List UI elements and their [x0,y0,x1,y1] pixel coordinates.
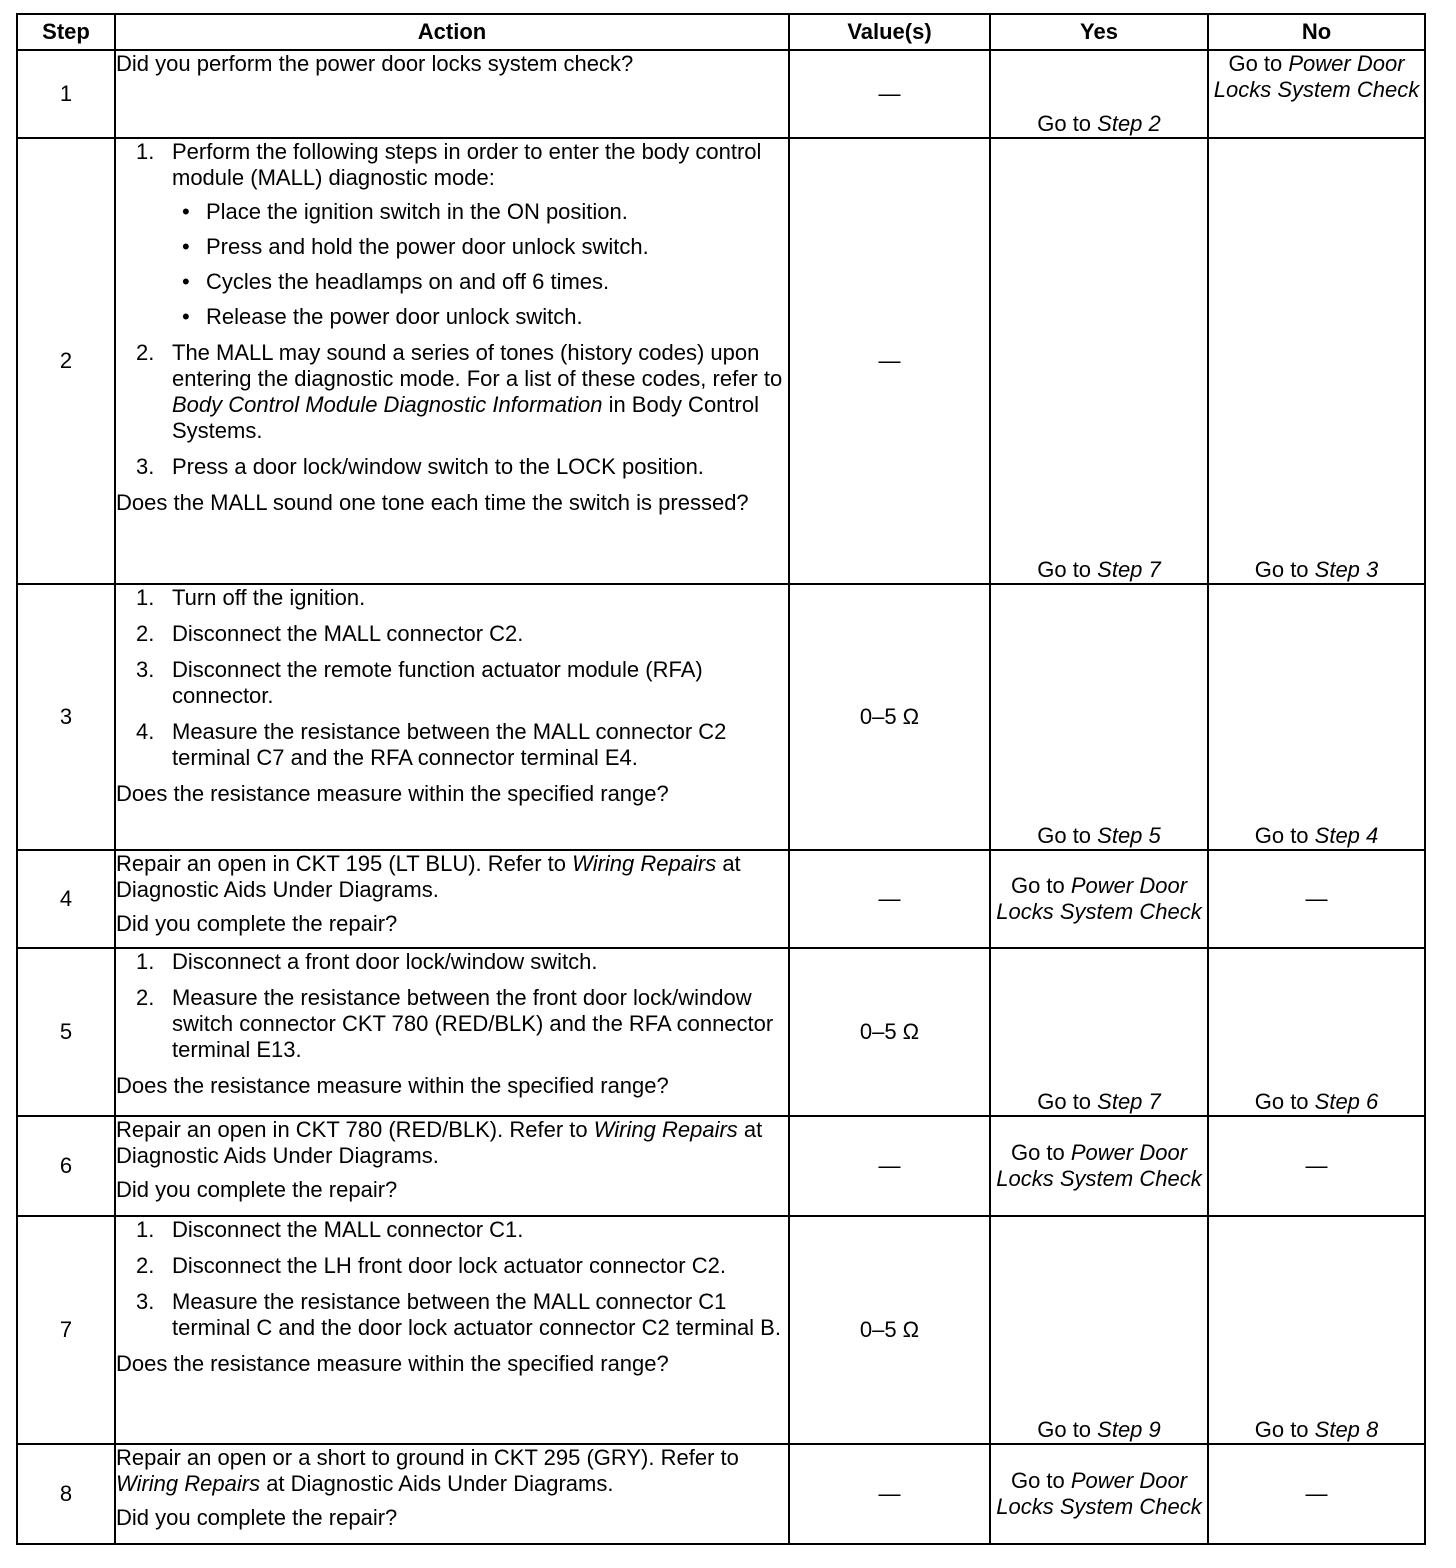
yes-prefix: Go to [1037,111,1098,136]
yes-cell [990,138,1208,584]
action-text [116,1117,788,1169]
yes-cell [990,50,1208,138]
action-text-part: at Diagnostic Aids Under Diagrams. [116,851,741,902]
step-number: 1 [17,50,115,138]
yes-link[interactable]: Step 7 [1097,557,1161,582]
table-row-step-1 [17,50,1425,138]
bullet-text: Cycles the headlamps on and off 6 times. [206,269,610,294]
list-item [116,1217,788,1243]
action-text-part: Repair an open or a short to ground in CKT 295 (GRY). Refer to [116,1445,739,1470]
bullet-item [172,234,788,260]
value-cell: 0–5 Ω [789,1216,990,1444]
list-item-number: 2. [136,985,155,1010]
list-item-number: 3. [136,454,155,479]
list-item [116,1253,788,1279]
diagnostic-table-wrapper [16,13,1426,1545]
yes-link[interactable]: Step 9 [1097,1417,1161,1442]
table-row-step-7 [17,1216,1425,1444]
no-prefix: Go to [1228,51,1289,76]
list-item-number: 4. [136,719,155,744]
reference-link[interactable]: Wiring Repairs [116,1471,261,1496]
reference-link[interactable]: Body Control Module Diagnostic Information [172,392,603,417]
bullet-icon: • [182,269,190,294]
step-number: 4 [17,850,115,948]
bullet-item [172,269,788,295]
action-text-part: Repair an open in CKT 780 (RED/BLK). Refer to [116,1117,594,1142]
no-link[interactable]: Step 3 [1314,557,1379,582]
reference-link[interactable]: Wiring Repairs [593,1117,738,1142]
no-link[interactable]: Step 6 [1314,1089,1379,1114]
list-item [116,1289,788,1341]
yes-cell [990,850,1208,948]
table-row-step-2 [17,138,1425,584]
bullet-list [172,199,788,330]
list-item [116,139,788,330]
list-item-text: Disconnect the LH front door lock actuator connector C2. [172,1253,726,1278]
no-prefix: Go to [1254,823,1315,848]
no-cell [1208,1216,1425,1444]
bullet-text: Place the ignition switch in the ON position. [206,199,628,224]
list-item [116,340,788,444]
bullet-icon: • [182,199,190,224]
yes-link[interactable]: Power Door Locks System Check [996,1468,1202,1519]
list-item-text: in Body Control Systems. [172,392,759,443]
list-item-text: Turn off the ignition. [172,585,366,610]
list-item [116,719,788,771]
yes-prefix: Go to [1010,1468,1071,1493]
value-cell: — [789,50,990,138]
action-question: Does the resistance measure within the specified range? [116,1073,669,1098]
bullet-icon: • [182,304,190,329]
step-number: 2 [17,138,115,584]
action-text [116,851,788,903]
no-cell: — [1208,1116,1425,1216]
yes-prefix: Go to [1037,557,1098,582]
list-item-text: Measure the resistance between the front door lock/window switch connector CKT 780 (RED/BLK) and the RFA connector terminal E13. [172,985,774,1062]
action-question: Does the MALL sound one tone each time the switch is pressed? [116,490,749,515]
action-question: Does the resistance measure within the specified range? [116,781,669,806]
list-item-number: 2. [136,1253,155,1278]
action-list [116,1217,788,1341]
yes-link[interactable]: Power Door Locks System Check [996,1140,1202,1191]
action-cell [115,850,789,948]
step-number: 5 [17,948,115,1116]
list-item-text: Disconnect a front door lock/window switch. [172,949,598,974]
action-text-part: at Diagnostic Aids Under Diagrams. [116,1117,763,1168]
yes-cell [990,1444,1208,1544]
step-number: 7 [17,1216,115,1444]
list-item-number: 1. [136,139,155,164]
yes-prefix: Go to [1037,1417,1098,1442]
yes-prefix: Go to [1037,823,1098,848]
list-item [116,985,788,1063]
list-item-text: Perform the following steps in order to enter the body control module (MALL) diagnostic mode: [172,139,762,190]
list-item-text: Disconnect the MALL connector C2. [172,621,524,646]
list-item-text: Measure the resistance between the MALL connector C2 terminal C7 and the RFA connector terminal E4. [172,719,727,770]
action-text-part: at Diagnostic Aids Under Diagrams. [260,1471,614,1496]
header-action: Action [115,14,789,50]
bullet-icon: • [182,234,190,259]
action-question: Did you perform the power door locks system check? [116,51,634,76]
value-cell: 0–5 Ω [789,948,990,1116]
list-item [116,949,788,975]
table-row-step-4 [17,850,1425,948]
list-item-number: 1. [136,949,155,974]
action-cell [115,584,789,850]
list-item-number: 3. [136,1289,155,1314]
step-number: 6 [17,1116,115,1216]
action-cell [115,50,789,138]
yes-link[interactable]: Step 5 [1097,823,1161,848]
list-item [116,585,788,611]
list-item [116,657,788,709]
list-item-number: 1. [136,1217,155,1242]
no-cell [1208,584,1425,850]
yes-prefix: Go to [1037,1089,1098,1114]
action-question: Did you complete the repair? [116,1177,398,1202]
action-cell [115,1116,789,1216]
yes-link[interactable]: Step 7 [1097,1089,1161,1114]
step-number: 8 [17,1444,115,1544]
yes-cell [990,948,1208,1116]
yes-cell [990,1116,1208,1216]
no-cell [1208,50,1425,138]
no-prefix: Go to [1254,1089,1315,1114]
table-row-step-6 [17,1116,1425,1216]
action-list [116,585,788,771]
yes-link[interactable]: Step 2 [1097,111,1161,136]
list-item-text: Press a door lock/window switch to the LOCK position. [172,454,704,479]
list-item [116,454,788,480]
bullet-item [172,304,788,330]
no-link[interactable]: Power Door Locks System Check [1213,51,1420,102]
list-item-text: Disconnect the MALL connector C1. [172,1217,524,1242]
table-row-step-8 [17,1444,1425,1544]
action-cell [115,138,789,584]
yes-cell [990,584,1208,850]
no-cell: — [1208,1444,1425,1544]
action-question: Does the resistance measure within the specified range? [116,1351,669,1376]
value-cell: 0–5 Ω [789,584,990,850]
diagnostic-table [16,13,1426,1545]
step-number: 3 [17,584,115,850]
action-list [116,949,788,1063]
bullet-item [172,199,788,225]
no-cell: — [1208,850,1425,948]
header-values: Value(s) [789,14,990,50]
list-item [116,621,788,647]
value-cell: — [789,850,990,948]
list-item-text: The MALL may sound a series of tones (history codes) upon entering the diagnostic mode. For a list of these codes, refer to [172,340,783,391]
no-prefix: Go to [1254,557,1315,582]
reference-link[interactable]: Wiring Repairs [572,851,717,876]
header-no: No [1208,14,1425,50]
action-question: Did you complete the repair? [116,1505,398,1530]
yes-prefix: Go to [1010,1140,1071,1165]
action-text-part: Repair an open in CKT 195 (LT BLU). Refer to [116,851,573,876]
no-link[interactable]: Step 4 [1314,823,1379,848]
action-text [116,1445,788,1497]
list-item-number: 1. [136,585,155,610]
list-item-text: Disconnect the remote function actuator module (RFA) connector. [172,657,703,708]
list-item-number: 2. [136,621,155,646]
action-cell [115,948,789,1116]
no-prefix: Go to [1254,1417,1315,1442]
list-item-number: 2. [136,340,155,365]
no-cell [1208,948,1425,1116]
header-step: Step [17,14,115,50]
action-question: Did you complete the repair? [116,911,398,936]
value-cell: — [789,1444,990,1544]
list-item-number: 3. [136,657,155,682]
action-cell [115,1444,789,1544]
bullet-text: Release the power door unlock switch. [206,304,583,329]
header-yes: Yes [990,14,1208,50]
action-cell [115,1216,789,1444]
yes-prefix: Go to [1010,873,1071,898]
yes-link[interactable]: Power Door Locks System Check [996,873,1202,924]
action-list [116,139,788,480]
yes-cell [990,1216,1208,1444]
no-cell [1208,138,1425,584]
list-item-text: Measure the resistance between the MALL connector C1 terminal C and the door lock actuator connector C2 terminal B. [172,1289,781,1340]
table-row-step-5 [17,948,1425,1116]
header-row [17,14,1425,50]
bullet-text: Press and hold the power door unlock switch. [206,234,649,259]
value-cell: — [789,138,990,584]
table-row-step-3 [17,584,1425,850]
no-link[interactable]: Step 8 [1314,1417,1379,1442]
value-cell: — [789,1116,990,1216]
